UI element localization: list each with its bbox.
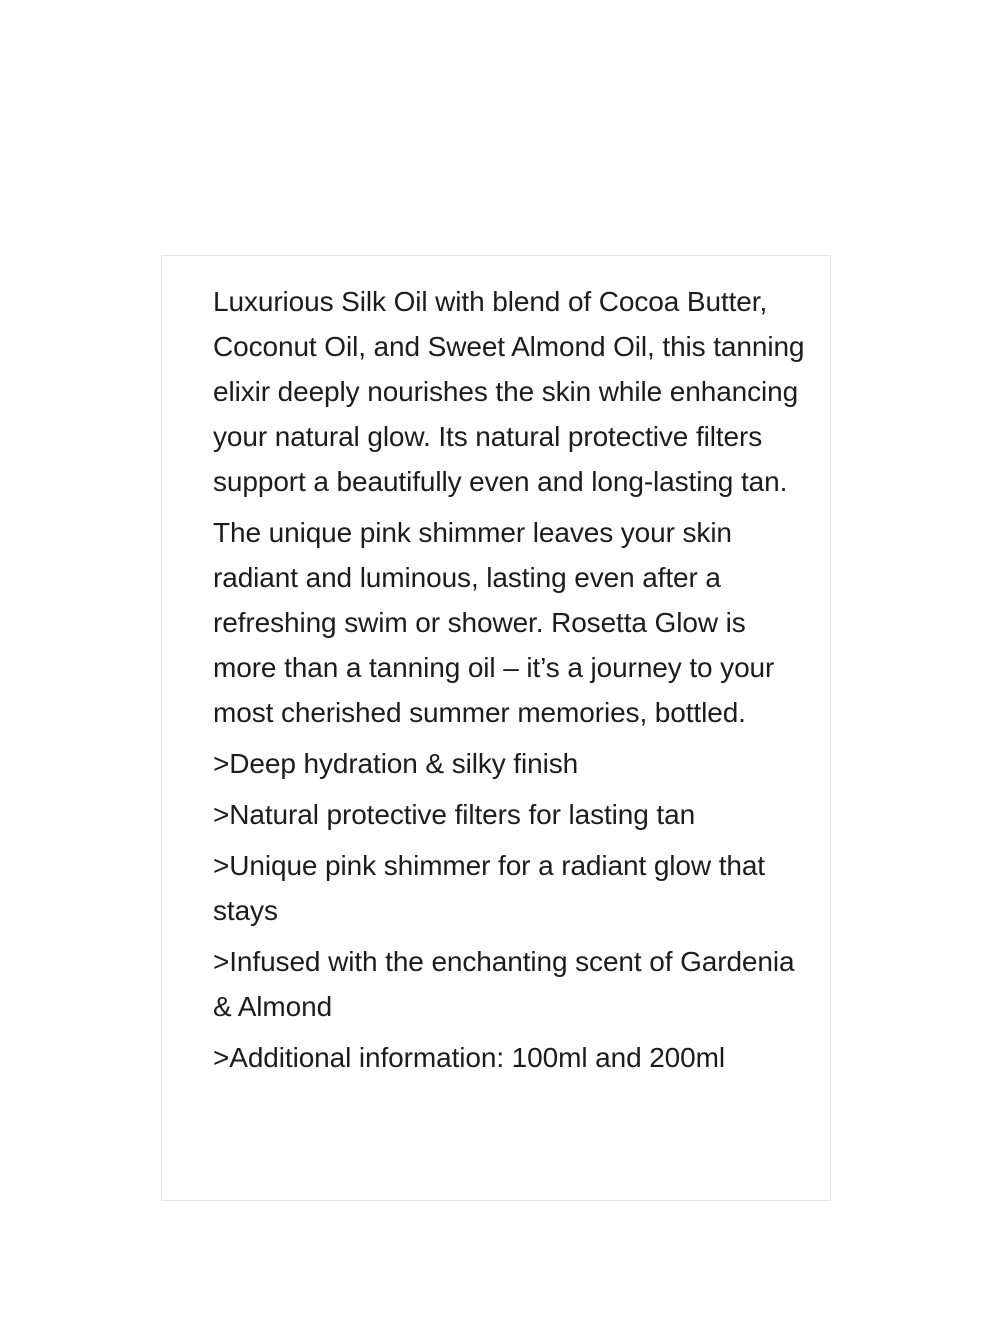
feature-item-filters: >Natural protective filters for lasting tan <box>213 799 696 830</box>
feature-item-hydration: >Deep hydration & silky finish <box>213 748 579 779</box>
feature-item-scent: >Infused with the enchanting scent of Gardenia & Almond <box>213 946 795 1022</box>
product-description-card <box>161 255 831 1201</box>
description-paragraph-2: The unique pink shimmer leaves your skin radiant and luminous, lasting even after a refreshing swim or shower. Rosetta Glow is more than a tanning oil – it’s a journey to your most cherished summer memories, bottled. <box>213 517 775 728</box>
feature-item-shimmer: >Unique pink shimmer for a radiant glow that stays <box>213 850 765 926</box>
product-description-text <box>213 279 813 1086</box>
feature-item-sizes: >Additional information: 100ml and 200ml <box>213 1042 725 1073</box>
description-paragraph-1: Luxurious Silk Oil with blend of Cocoa Butter, Coconut Oil, and Sweet Almond Oil, this tanning elixir deeply nourishes the skin while enhancing your natural glow. Its natural protective filters support a beautifully even and long-lasting tan. <box>213 286 805 497</box>
